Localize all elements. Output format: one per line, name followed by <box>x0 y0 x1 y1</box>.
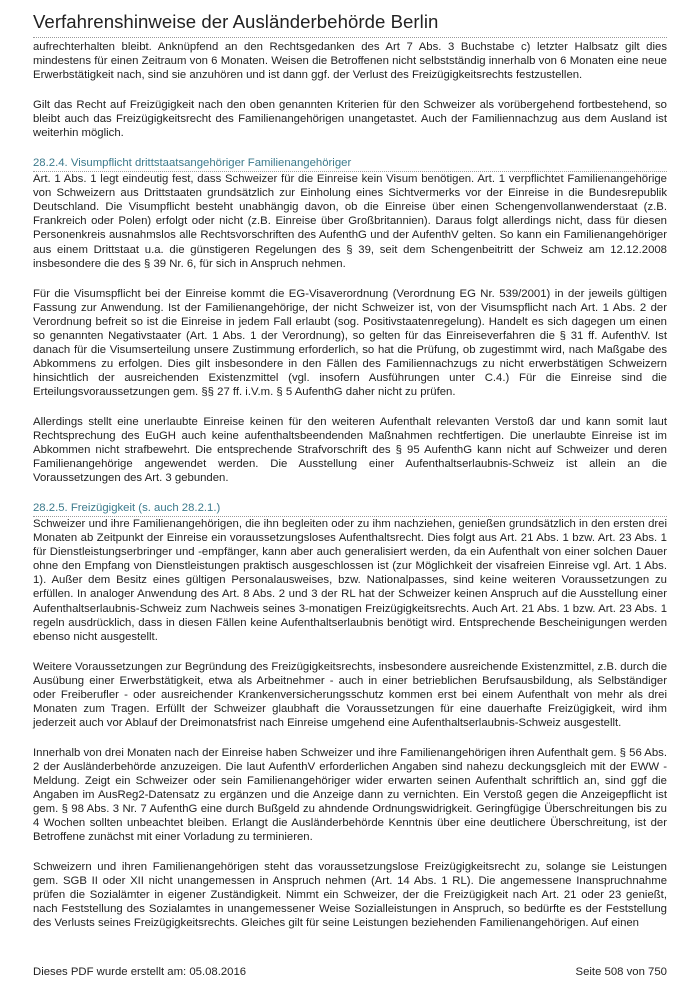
body-paragraph: Allerdings stellt eine unerlaubte Einreise keinen für den weiteren Aufenthalt relevanten Verstoß dar und kann somit laut Rechtsprechung des EuGH auch keine aufenthaltsbeendenden Maßnahmen rechtfertigen. Die unerlaubte Einreise ist im Abkommen nicht strafbewehrt. Die entsprechende Strafvorschrift des § 95 AufenthG kann nicht auf Schweizer und deren Familienangehörige angewendet werden. Die Ausstellung einer Aufenthaltserlaubnis-Schweiz ist allein an die Voraussetzungen des Art. 3 gebunden. <box>33 415 667 485</box>
body-paragraph: Art. 1 Abs. 1 legt eindeutig fest, dass Schweizer für die Einreise kein Visum benötigen. Art. 1 verpflichtet Familienangehörige von Schweizern aus Drittstaaten grundsätzlich zur Einholung eines Sichtvermerks vor der Einreise in die Bundesrepublik Deutschland. Die Visumpflicht besteht unabhängig davon, ob die Einreise über einen Schengenvollanwenderstaat (z.B. Frankreich oder Polen) erfolgt oder nicht (z.B. Einreise über Großbritannien). Daraus folgt allerdings nicht, dass für diesen Personenkreis ausnahmslos alle Rechtsvorschriften des AufenthG und der AufenthV gelten. So kann ein Familienangehöriger aus einem Drittstaat u.a. die günstigeren Regelungen des § 39, seit dem Schengenbeitritt der Schweiz am 12.12.2008 insbesondere die des § 39 Nr. 6, für sich in Anspruch nehmen. <box>33 173 667 270</box>
page-number: Seite 508 von 750 <box>575 966 667 978</box>
body-paragraph: Weitere Voraussetzungen zur Begründung des Freizügigkeitsrechts, insbesondere ausreichende Existenzmittel, z.B. durch die Ausübung einer Erwerbstätigkeit, etwa als Arbeitnehmer - auch in einer betrieblichen Berufsausbildung, als Selbständiger oder Freiberufler - oder ausreichender Krankenversicherungsschutz kommen erst bei einem Aufenthalt von mehr als drei Monaten zum Tragen. Erfüllt der Schweizer glaubhaft die Voraussetzungen für eine dauerhafte Freizügigkeit, wird ihm jederzeit auch vor Ablauf der Dreimonatsfrist nach Einreise umgehend eine Aufenthaltserlaubnis-Schweiz ausgestellt. <box>33 660 667 729</box>
page-title: Verfahrenshinweise der Ausländerbehörde Berlin <box>33 11 439 32</box>
body-paragraph: Schweizern und ihren Familienangehörigen steht das voraussetzungslose Freizügigkeitsrecht zu, solange sie Leistungen gem. SGB II oder XII nicht unangemessen in Anspruch nehmen (Art. 14 Abs. 1 RL). Die angemessene Inanspruchnahme prüfen die Sozialämter in eigener Zuständigkeit. Nimmt ein Schweizer, der die Freizügigkeit nach Art. 21 oder 23 genießt, nach Feststellung des Sozialamtes in unangemessener Weise Sozialleistungen in Anspruch, so bedürfte es der Feststellung des Verlusts seines Freizügigkeitsrechts. Gleiches gilt für seine Leistungen beziehenden Familienangehörigen. Auf einen <box>33 861 667 930</box>
body-paragraph: Innerhalb von drei Monaten nach der Einreise haben Schweizer und ihre Familienangehörigen ihren Aufenthalt gem. § 56 Abs. 2 der Ausländerbehörde anzuzeigen. Die laut AufenthV erforderlichen Angaben sind nahezu deckungsgleich mit der EWW - Meldung. Zeigt ein Schweizer oder sein Familienangehöriger wider erwarten seinen Aufenthalt schriftlich an, sind ggf die Angaben im AusReg2-Datensatz zu ergänzen und die Anzeige dann zu vernichten. Ein Verstoß gegen die Anzeigepflicht ist gem. § 98 Abs. 3 Nr. 7 AufenthG eine durch Bußgeld zu ahndende Ordnungswidrigkeit. Geringfügige Überschreitungen bis zu 4 Wochen sollten unbeachtet bleiben. Erlangt die Ausländerbehörde Kenntnis über eine deutlichere Überschreitung, ist der Betroffene zunächst mit einer Vorladung zu terminieren. <box>33 746 667 844</box>
section-heading-freizuegigkeit: 28.2.5. Freizügigkeit (s. auch 28.2.1.) <box>33 501 667 517</box>
document-body <box>33 40 667 946</box>
body-paragraph: Gilt das Recht auf Freizügigkeit nach den oben genannten Kriterien für den Schweizer als vorübergehend fortbestehend, so bleibt auch das Freizügigkeitsrecht des Familienangehörigen unangetastet. Auch der Familiennachzug aus dem Ausland ist weiterhin möglich. <box>33 99 667 140</box>
page-header <box>33 10 667 38</box>
section-heading-visumpflicht: 28.2.4. Visumpflicht drittstaatsangehöriger Familienangehöriger <box>33 156 667 172</box>
body-paragraph: Für die Visumspflicht bei der Einreise kommt die EG-Visaverordnung (Verordnung EG Nr. 539/2001) in der jeweils gültigen Fassung zur Anwendung. Ist der Familienangehörige, der nicht Schweizer ist, von der Visumspflicht nach Art. 1 Abs. 2 der Verordnung befreit so ist die Einreise in jedem Fall erlaubt (sog. Positivstaatenregelung). Handelt es sich dagegen um einen so genannten Negativstaater (Art. 1 Abs. 1 der Verordnung), so gelten für das Einreiseverfahren die § 31 ff. AufenthV. Ist danach für die Visumserteilung unsere Zustimmung erforderlich, so hat die Prüfung, ob zugestimmt wird, nach Maßgabe des Abkommens zu erfolgen. Dies gilt insbesondere in den Fällen des Familiennachzugs zu nicht erwerbstätigen Schweizern hinsichtlich der ausreichenden Existenzmittel (vgl. insofern Ausführungen unter C.4.) Für die Einreise sind die Erteilungsvoraussetzungen gem. §§ 27 ff. i.V.m. § 5 AufenthG daher nicht zu prüfen. <box>33 287 667 398</box>
pdf-created-date: Dieses PDF wurde erstellt am: 05.08.2016 <box>33 966 247 978</box>
body-paragraph: aufrechterhalten bleibt. Anknüpfend an den Rechtsgedanken des Art 7 Abs. 3 Buchstabe c) letzter Halbsatz gilt dies mindestens für einen Zeitraum von 6 Monaten. Weisen die Betroffenen nicht selbstständig innerhalb von 6 Monaten eine neue Erwerbstätigkeit nach, sind sie anzuhören und ist dann ggf. der Verlust des Freizügigkeitsrechts festzustellen. <box>33 41 667 82</box>
body-paragraph: Schweizer und ihre Familienangehörigen, die ihn begleiten oder zu ihm nachziehen, genießen grundsätzlich in den ersten drei Monaten ab Zeitpunkt der Einreise ein voraussetzungsloses Aufenthaltsrecht. Dies folgt aus Art. 21 Abs. 1 bzw. Art. 23 Abs. 1 für Dienstleistungserbringer und -empfänger, kann aber auch generalisiert werden, da ein Aufenthalt von einer solchen Dauer ohne den Empfang von Dienstleistungen praktisch ausgeschlossen ist (zur Möglichkeit der visafreien Einreise vgl. Art. 1 Abs. 1). Außer dem Besitz eines gültigen Personalausweises, bzw. Nationalpasses, sind keine weiteren Voraussetzungen zu erfüllen. In analoger Anwendung des Art. 8 Abs. 2 und 3 der RL hat der Schweizer keinen Anspruch auf die Ausstellung einer Aufenthaltserlaubnis-Schweiz zum Nachweis seines 3-monatigen Freizügigkeitsrechts. Auch Art. 21 Abs. 1 bzw. Art. 23 Abs. 1 regeln ausdrücklich, dass in diesen Fällen keine Aufenthaltserlaubnis benötigt wird. Entsprechende Bescheinigungen werden ebenso nicht ausgestellt. <box>33 518 667 643</box>
